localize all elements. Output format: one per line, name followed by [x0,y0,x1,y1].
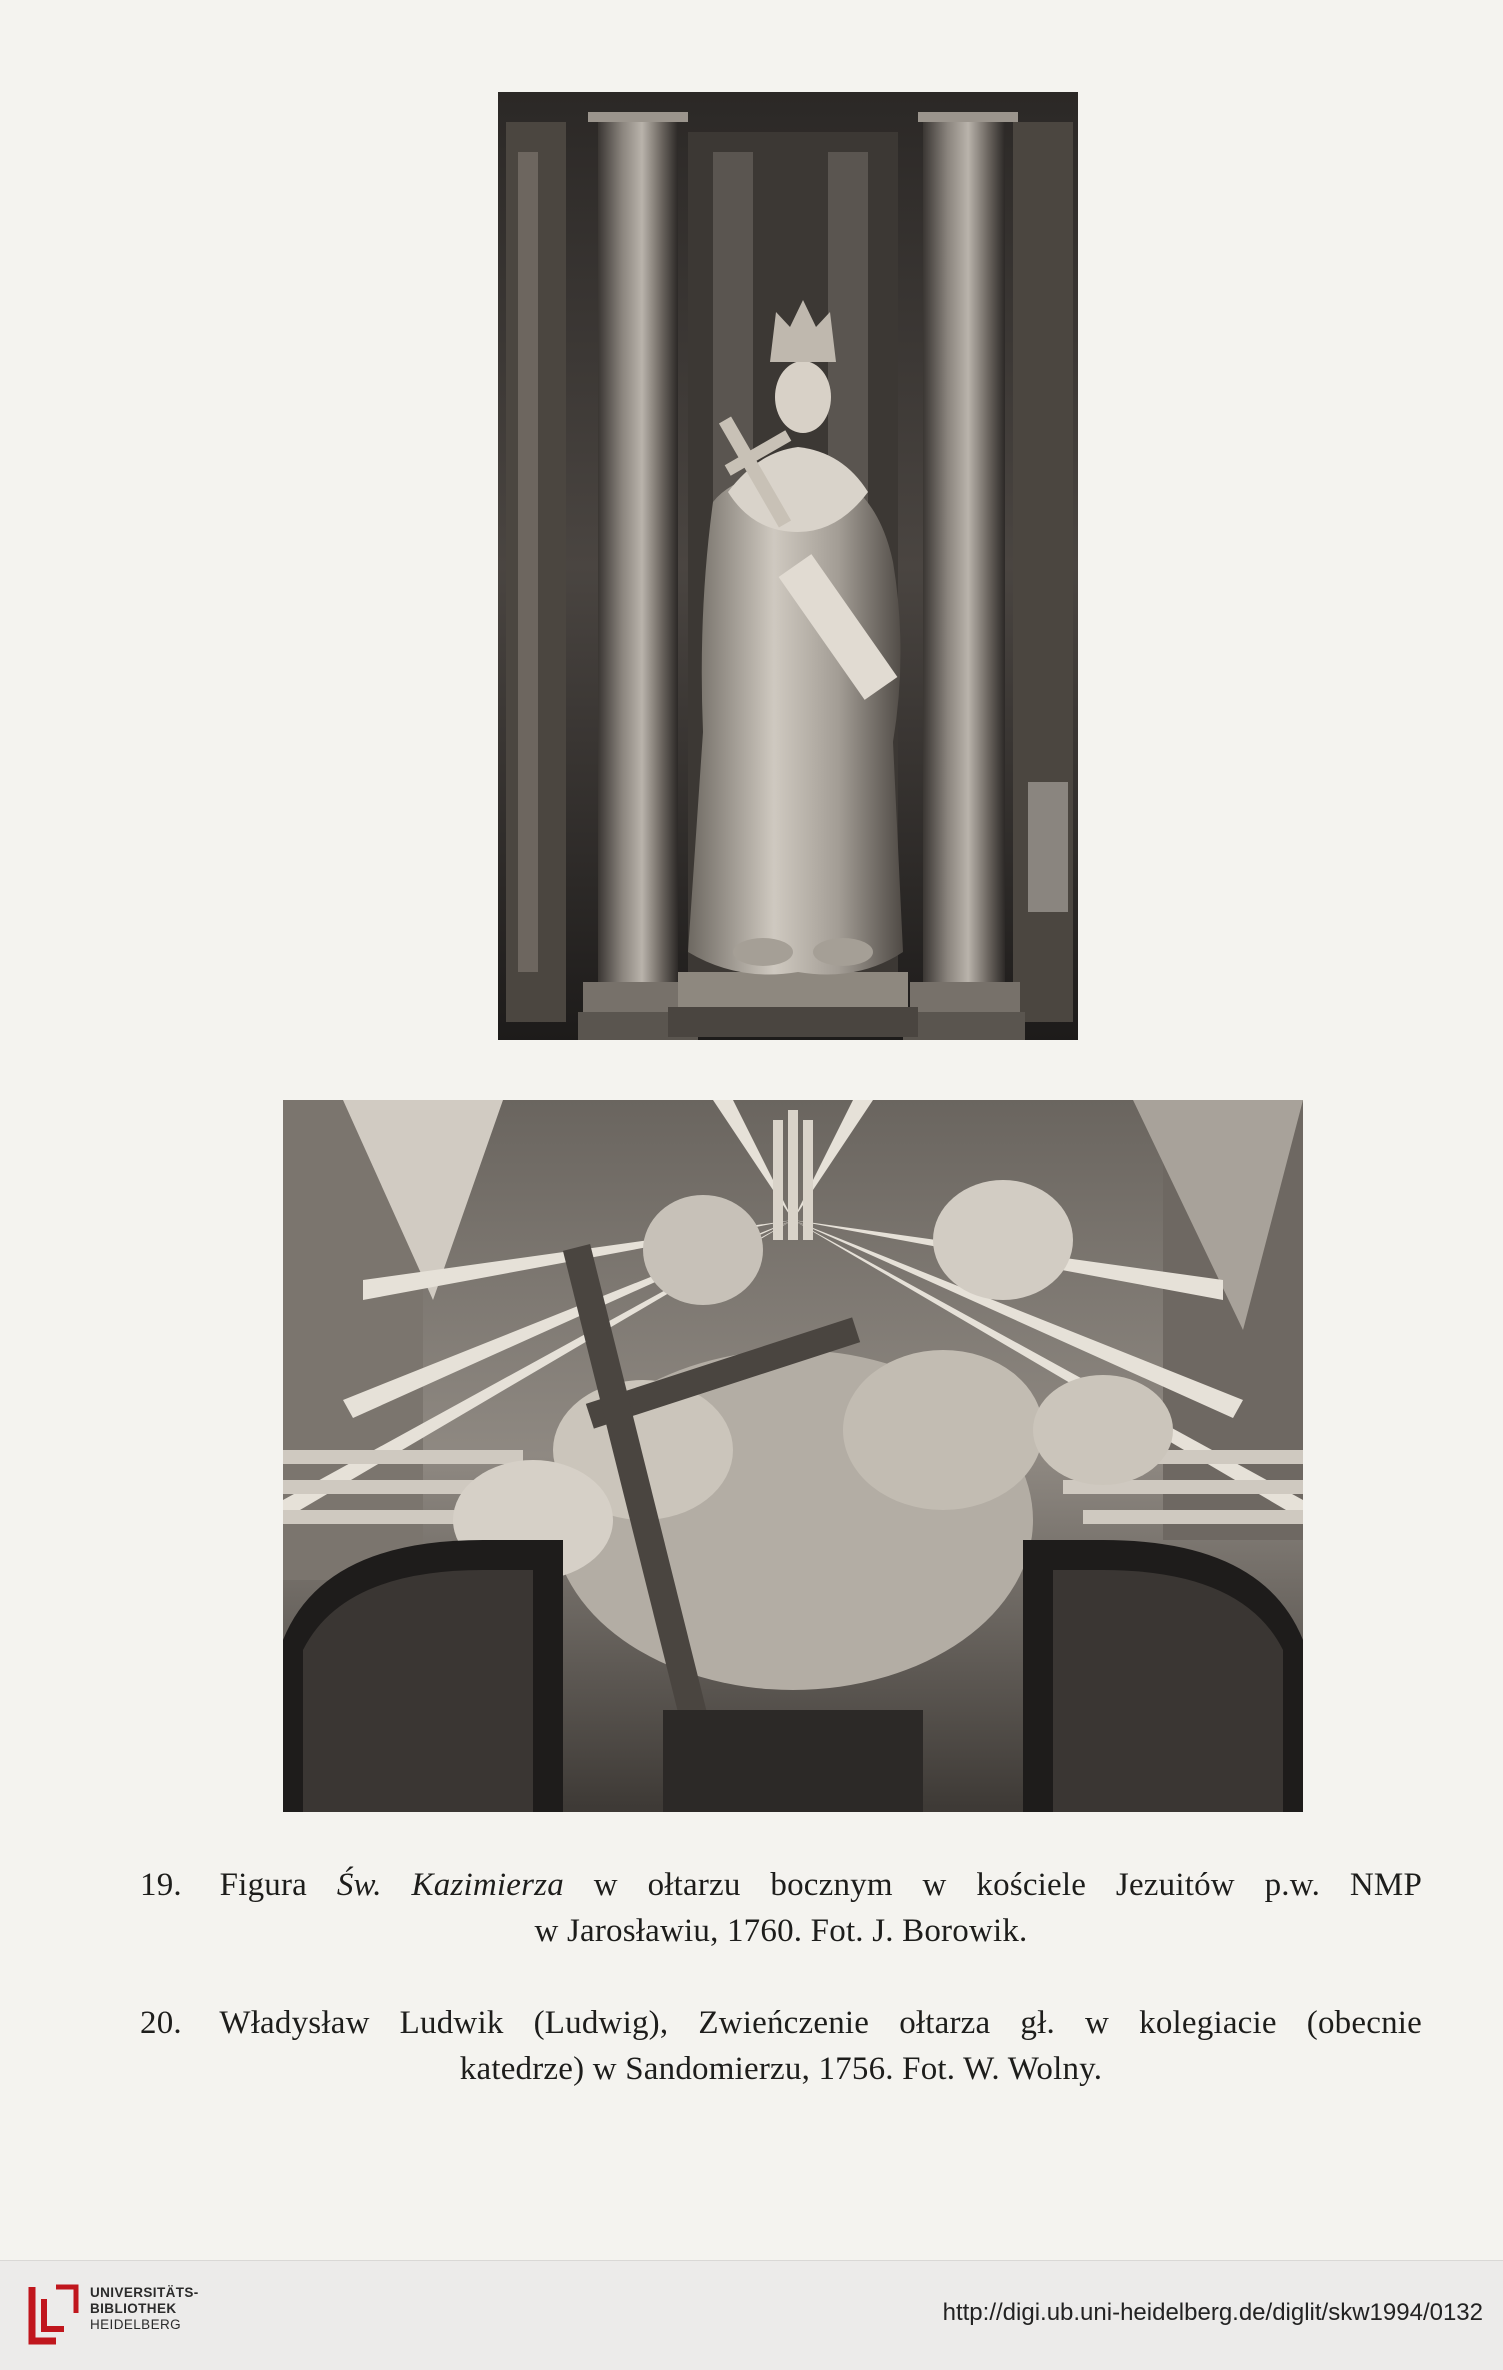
figure-20-caption [140,2000,1422,2092]
university-library-logo-icon [28,2283,80,2345]
caption-20-line-2: katedrze) w Sandomierzu, 1756. Fot. W. Wolny. [459,2051,1103,2087]
altar-crowning-image [283,1100,1303,1812]
library-footer [0,2260,1503,2370]
saint-kazimierz-statue-image [498,92,1078,1040]
caption-20-line-1 [140,2000,1422,2046]
caption-19-rest: w ołtarzu bocznym w kościele Jezuitów p.w. NMP [593,1867,1423,1903]
figure-number: 19. [140,1867,182,1903]
caption-19-pre: Figura [219,1867,308,1903]
caption-19-title: Św. Kazimierza [336,1867,564,1903]
library-name-line: UNIVERSITÄTS- [90,2285,199,2300]
document-url-link[interactable]: http://digi.ub.uni-heidelberg.de/diglit/skw1994/0132 [942,2299,1483,2326]
library-name-line: HEIDELBERG [90,2317,182,2332]
figure-20-photo [283,1100,1303,1812]
caption-20-text: Władysław Ludwik (Ludwig), Zwieńczenie ołtarza gł. w kolegiacie (obecnie [219,2005,1422,2041]
figure-number: 20. [140,2005,182,2041]
figure-19-photo [498,92,1078,1040]
library-name-line: BIBLIOTHEK [90,2301,177,2316]
library-name [90,2285,199,2333]
figure-19-caption [140,1862,1422,1954]
caption-19-line-1 [140,1862,1422,1908]
caption-19-line-2: w Jarosławiu, 1760. Fot. J. Borowik. [534,1913,1028,1949]
